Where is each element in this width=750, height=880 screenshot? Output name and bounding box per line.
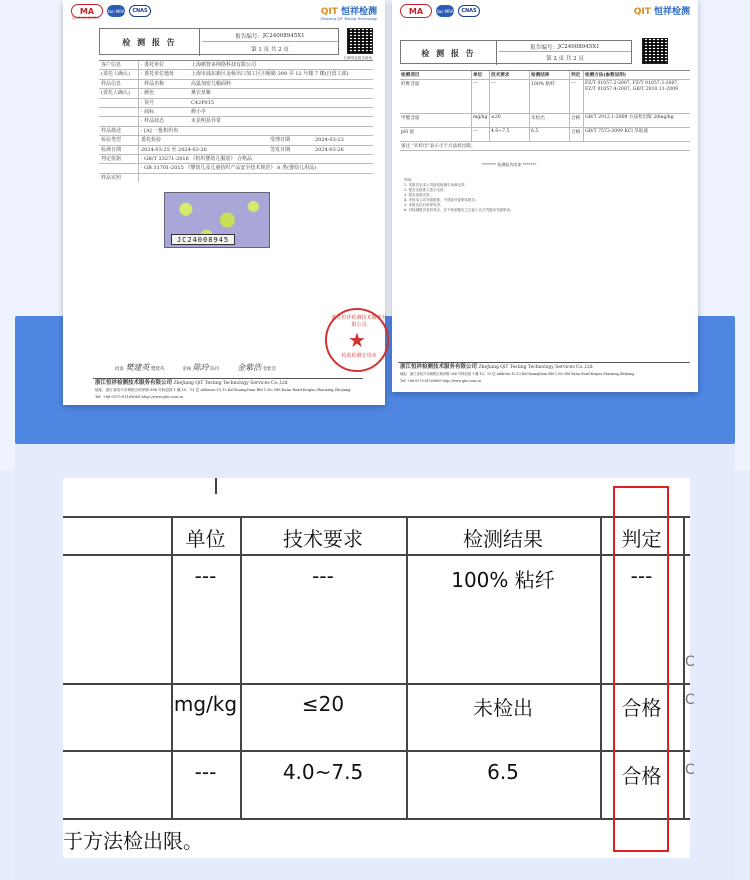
info-row: · 货号 C42P015 bbox=[99, 99, 373, 108]
inspection-seal bbox=[325, 308, 389, 372]
row3-verdict: 合格 bbox=[621, 764, 662, 788]
edge-glyph: C bbox=[685, 692, 695, 708]
table-rule bbox=[215, 478, 217, 494]
cert-logos-2 bbox=[400, 4, 480, 18]
qit-name: 恒祥检测 bbox=[653, 7, 690, 17]
info-row-basis: 判定依据 · GB/T 33271-2016 《机织婴幼儿服装》 合格品 bbox=[99, 155, 373, 164]
ma-logo-icon: MA bbox=[71, 4, 103, 18]
qit-name: 恒祥检测 bbox=[340, 7, 377, 17]
info-row-type: 检验类型 委托检验 受理日期 2024-03-23 bbox=[99, 136, 373, 145]
qit-brand: QIT bbox=[320, 7, 338, 17]
footer-company-en: ZheJiang QiT Testing Technology Services Co.,Ltd bbox=[478, 365, 593, 370]
table-rule bbox=[63, 554, 690, 556]
signature-row bbox=[115, 362, 276, 373]
report-number bbox=[202, 31, 338, 42]
footer-rule bbox=[398, 362, 690, 363]
row2-verdict: 合格 bbox=[621, 696, 662, 720]
header-result: 检测结果 bbox=[463, 527, 543, 551]
table-row: pH 值 --- 4.0~7.5 6.5 合格 GB/T 7573-2009 KCl 萃取液 bbox=[400, 128, 690, 142]
row3-result: 6.5 bbox=[487, 760, 519, 784]
info-row: · 商标 颜小羊 bbox=[99, 108, 373, 117]
sig-scribble-2: 陈玲 bbox=[192, 363, 209, 372]
qr-code-icon bbox=[642, 38, 668, 64]
page-info: 第 1 页 共 2 页 bbox=[251, 46, 289, 53]
row1-unit: --- bbox=[194, 564, 217, 588]
row3-unit: --- bbox=[194, 760, 217, 784]
remarks: 声明： 1. 本报告无本公司检验检测专用章无效； 2. 报告无批准人签字无效； 3. 报告涂改无效； 4. 未经本公司书面批准，不得部分复制本报告； 5. 本报告仅对来样负责； 6. 对检测报告若有异议，应于收到报告之日起十五日内提出书面申诉。 bbox=[404, 178, 514, 212]
ilac-logo-icon: ilac-MRA bbox=[107, 5, 125, 17]
info-row: 样品描述 · [A] 一批机织布 bbox=[99, 127, 373, 136]
sig-scribble-3: 金紫浩 bbox=[237, 363, 262, 372]
qr-caption: 扫码验证报告真伪 bbox=[344, 56, 372, 60]
title-box bbox=[99, 28, 339, 55]
footer-rule bbox=[93, 378, 363, 379]
cnas-logo-icon: CNAS bbox=[129, 5, 151, 17]
sig-name-2: 陈玲 bbox=[210, 367, 220, 372]
table-header: 检测项目 单位 技术要求 检测结果 判定 检测方法(参数说明) bbox=[400, 71, 690, 80]
report-number bbox=[499, 42, 631, 52]
footer-address: 地址：浙江省绍兴市柯桥区柯岸路 586 号科创园 1 幢 10、13 层 Address:10,13 KeChuangYuan Bld 1,No 586 KeAn Road,Keqiao,Shaoxing,Zhejiang bbox=[95, 388, 351, 392]
seal-star-icon: ★ bbox=[348, 328, 366, 352]
table-rule bbox=[63, 750, 690, 752]
info-row: (委托人确认) · 颜色 薰衣草紫 bbox=[99, 89, 373, 98]
table-row: 纤维含量 --- --- 100% 粘纤 --- FZ/T 01057.2-2007, FZ/T 01057.3-2007, FZ/T 01057.4-2007, GB/T 2910.11-2009 bbox=[400, 80, 690, 114]
report-end-line: ******* 检测报告结束 ******* bbox=[482, 162, 537, 167]
edge-glyph: C bbox=[685, 654, 695, 670]
report-no-label: 报告编号： bbox=[235, 34, 263, 40]
qit-sub: Zhejiang QIT Testing Technology bbox=[320, 17, 377, 21]
footer-tel: Tel: +86-0575-81169669 http://www.qits.com.cn bbox=[95, 395, 184, 399]
sig-name-1: 樊建英 bbox=[150, 367, 165, 372]
table-rule bbox=[63, 818, 690, 820]
info-row: 样品信息 · 样品名称 高粱加密儿帽面料 bbox=[99, 80, 373, 89]
report-title: 检 测 报 告 bbox=[401, 41, 497, 65]
table-rule bbox=[63, 683, 690, 685]
footer bbox=[95, 380, 350, 401]
info-row: (委托人确认) · 委托单位地址 上海市浦东新区金桥出口加工区川桥路 399 弄 12 号楼 7 楼(自贸工部) bbox=[99, 70, 373, 79]
info-row-photo: 样品实照 bbox=[99, 174, 373, 182]
edge-glyph: C bbox=[685, 762, 695, 778]
qit-brand: QIT bbox=[633, 7, 651, 17]
info-grid bbox=[99, 60, 373, 182]
report-no-value: JC24008945X1 bbox=[557, 43, 600, 50]
ma-logo-icon: MA bbox=[400, 4, 432, 18]
qit-logo-2 bbox=[634, 4, 690, 17]
footer-address: 地址：浙江省绍兴市柯桥区柯岸路 586 号科创园 1 幢 10、13 层 Address:10,13 KeChuangYuan Bld 1,No 586 KeAn Road,Keqiao,Shaoxing,Zhejiang bbox=[400, 372, 635, 376]
table-note: 备注 "未检出"表示小于方法检出限。 bbox=[400, 142, 690, 151]
sample-tag: JC24008945 bbox=[171, 234, 235, 245]
zoomed-results-table bbox=[63, 478, 695, 858]
row3-requirement: 4.0~7.5 bbox=[282, 760, 364, 784]
report-no-value: JC24008945X1 bbox=[262, 33, 305, 39]
verdict-highlight-box bbox=[613, 486, 669, 852]
info-row: 客户信息 · 委托单位 上海颜智多网络科技有限公司 bbox=[99, 61, 373, 70]
report-no-label: 报告编号： bbox=[530, 44, 558, 51]
sig-label-approve: 批准 bbox=[115, 367, 124, 372]
row2-result: 未检出 bbox=[473, 696, 533, 720]
report-title: 检 测 报 告 bbox=[100, 29, 200, 56]
row2-unit: mg/kg bbox=[173, 692, 238, 716]
page-info: 第 2 页 共 2 页 bbox=[546, 56, 584, 62]
footer-company-en: ZheJiang QiT Testing Technology Services Co.,Ltd bbox=[173, 381, 288, 386]
table-row: 甲醛含量 mg/kg ≤20 未检出 合格 GB/T 2912.1-2009 方法检出限 20mg/kg bbox=[400, 114, 690, 128]
table-footnote: 于方法检出限。 bbox=[63, 829, 203, 853]
sig-scribble-1: 樊建英 bbox=[125, 363, 150, 372]
footer-company: 浙江恒祥检测技术服务有限公司 bbox=[400, 364, 478, 370]
results-table-mini bbox=[400, 70, 690, 151]
sig-label-review: 审核 bbox=[182, 367, 192, 372]
info-row-basis-2: · GB 31701-2015 《婴幼儿及儿童纺织产品安全技术规范》 A 类(婴幼儿用品) bbox=[99, 164, 373, 173]
report-page-1 bbox=[63, 0, 385, 405]
cnas-logo-icon: CNAS bbox=[458, 5, 480, 17]
row1-verdict: --- bbox=[630, 564, 653, 588]
table-rule bbox=[63, 516, 690, 518]
footer-tel: Tel: +86-0575-81169669 http://www.qits.com.cn bbox=[400, 379, 482, 383]
seal-top-text: 浙江恒祥检测技术服务有限公司 bbox=[331, 315, 387, 328]
title-box-2 bbox=[400, 40, 632, 64]
row1-requirement: --- bbox=[312, 564, 334, 588]
footer-company: 浙江恒祥检测技术服务有限公司 bbox=[95, 380, 173, 386]
row2-requirement: ≤20 bbox=[301, 692, 345, 716]
qit-logo bbox=[321, 4, 377, 21]
header-requirement: 技术要求 bbox=[283, 527, 363, 551]
info-row: · 样品状态 未见明显异常 bbox=[99, 117, 373, 126]
footer bbox=[400, 364, 634, 385]
qr-code-icon bbox=[347, 28, 373, 54]
seal-bottom-text: 检验检测专用章 bbox=[341, 353, 377, 359]
header-unit: 单位 bbox=[185, 527, 226, 551]
sig-name-3: 金紫浩 bbox=[262, 367, 277, 372]
report-page-2 bbox=[392, 0, 698, 392]
info-row-date: 检测日期 2024-03-25 至 2024-03-26 签发日期 2024-03-26 bbox=[99, 146, 373, 155]
ilac-logo-icon: ilac-MRA bbox=[436, 5, 454, 17]
header-verdict: 判定 bbox=[621, 527, 662, 551]
ma-number: 221111111326 bbox=[72, 16, 99, 20]
row1-result: 100% 粘纤 bbox=[451, 568, 555, 592]
